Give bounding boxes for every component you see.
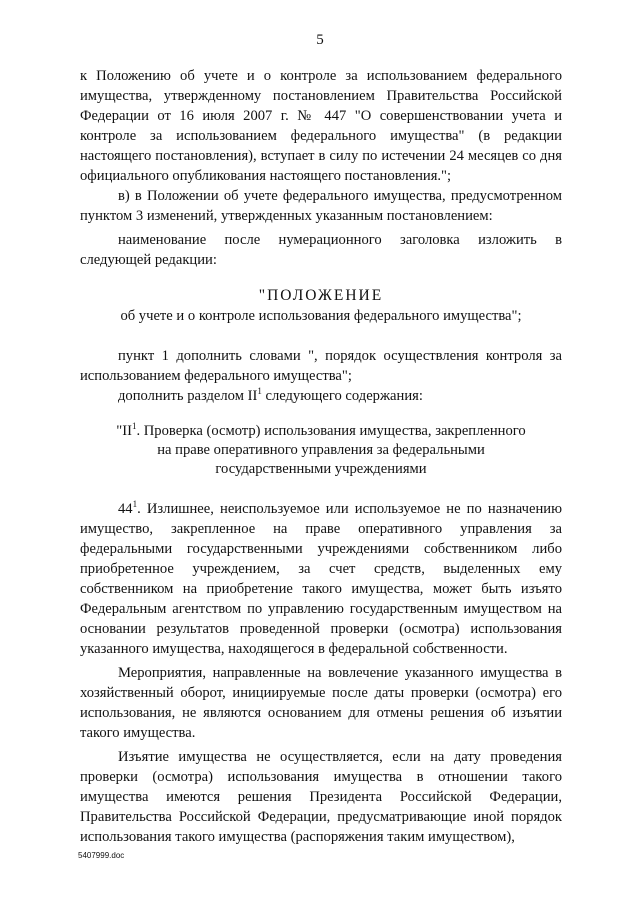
section-title-line-3: государственными учреждениями xyxy=(215,461,427,477)
file-name-footer: 5407999.doc xyxy=(78,851,125,860)
paragraph-add-section xyxy=(80,386,562,406)
section-title xyxy=(80,422,562,479)
add-section-text-end: следующего содержания: xyxy=(261,388,423,404)
document-body xyxy=(80,66,562,847)
paragraph-withdrawal: Изъятие имущества не осуществляется, если на дату проведения проверки (осмотра) использования имущества в отношении такого имущества имеются решения Президента Российской Федерации, Правительства Российской Федерации, предусматривающие иной порядок использования такого имущества (распоряжения таким имуществом), xyxy=(80,749,562,845)
section-title-line-1 xyxy=(80,422,562,441)
paragraph-point-1: пункт 1 дополнить словами ", порядок осуществления контроля за использованием федерального имущества"; xyxy=(80,348,562,384)
paragraph-item-v: в) в Положении об учете федерального имущества, предусмотренном пунктом 3 изменений, утвержденных указанным постановлением: xyxy=(80,188,562,224)
paragraph-measures: Мероприятия, направленные на вовлечение указанного имущества в хозяйственный оборот, инициируемые после даты проверки (осмотра) его использования, не являются основанием для отмены решения об изъятии такого имущества. xyxy=(80,665,562,741)
paragraph-44-1 xyxy=(80,499,562,659)
section-number: "II xyxy=(116,423,132,439)
paragraph-continuation: к Положению об учете и о контроле за использованием федерального имущества, утвержденному постановлением Правительства Российской Федерации от 16 июля 2007 г. № 447 "О совершенствовании учета и контроле за использованием федерального имущества" (в редакции настоящего постановления), вступает в силу по истечении 24 месяцев со дня официального опубликования настоящего постановления."; xyxy=(80,68,562,184)
document-heading: "ПОЛОЖЕНИЕ xyxy=(258,287,384,304)
clause-text: . Излишнее, неиспользуемое или используемое не по назначению имущество, закрепленное на праве оперативного управления за федеральными государственными учреждениями собственником либо приобретенное учреждением, за счет средств, выделенных ему собственником на приобретение такого имущества, может быть изъято Федеральным агентством по управлению государственным имуществом на основании результатов проведенной проверки (осмотра) использования указанного имущества, находящегося в федеральной собственности. xyxy=(80,501,562,657)
document-subheading: об учете и о контроле использования федерального имущества"; xyxy=(120,308,522,324)
add-section-superscript: 1 xyxy=(257,386,262,396)
page-number: 5 xyxy=(316,32,324,48)
clause-superscript: 1 xyxy=(132,499,138,509)
section-title-line-2: на праве оперативного управления за федеральными xyxy=(157,442,485,458)
paragraph-title-change: наименование после нумерационного заголовка изложить в следующей редакции: xyxy=(80,232,562,268)
section-superscript: 1 xyxy=(131,421,137,431)
clause-number: 44 xyxy=(118,501,133,517)
section-title-text: . Проверка (осмотр) использования имущества, закрепленного xyxy=(136,423,526,439)
add-section-text: дополнить разделом II xyxy=(118,388,258,404)
